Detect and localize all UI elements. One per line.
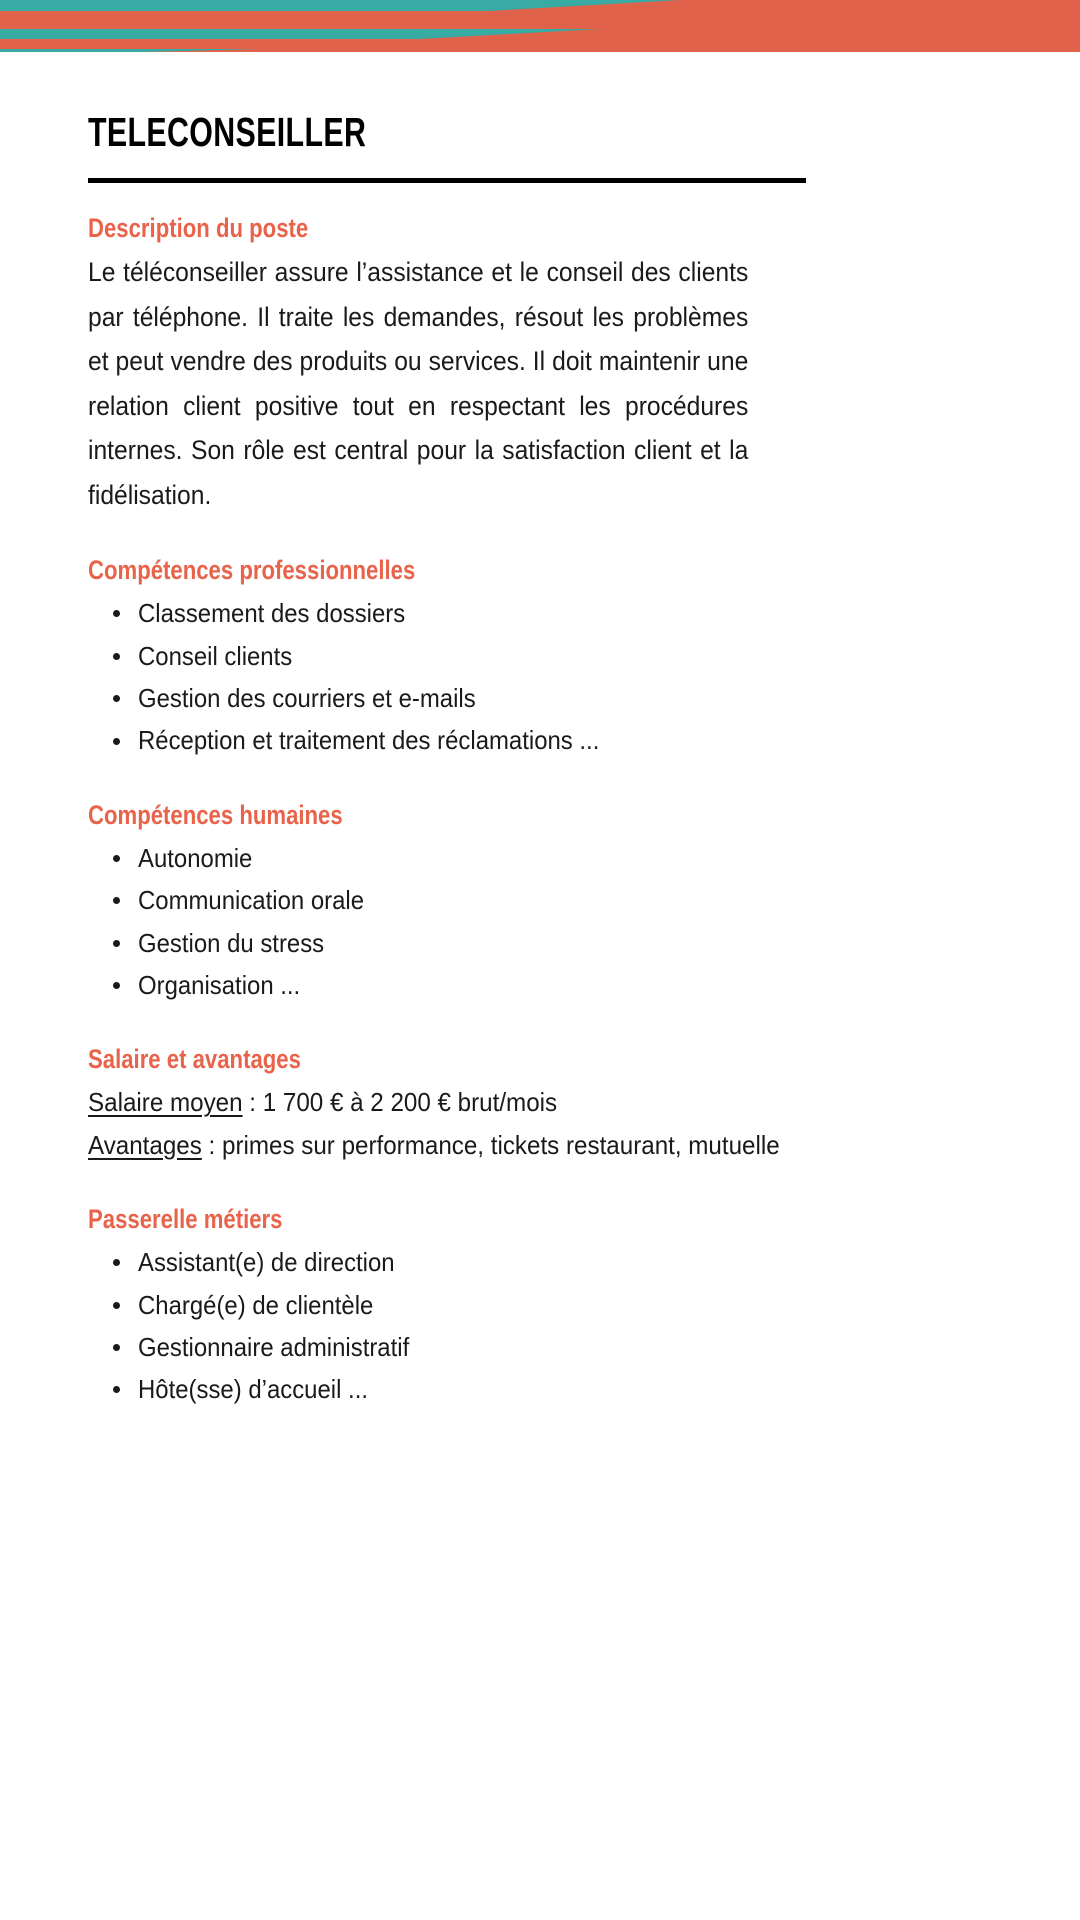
bullet-icon — [113, 1302, 120, 1309]
list-item-label: Chargé(e) de clientèle — [138, 1289, 374, 1320]
spacer — [88, 1166, 820, 1204]
list-item-label: Organisation ... — [138, 969, 301, 1000]
career-paths-list — [88, 1241, 820, 1411]
section-heading-salary: Salaire et avantages — [88, 1044, 301, 1075]
spacer — [88, 517, 820, 555]
salary-benefits-value: : primes sur performance, tickets restaurant, mutuelle — [201, 1129, 780, 1160]
bullet-icon — [113, 1344, 120, 1351]
spacer — [88, 762, 820, 800]
list-item — [88, 1368, 820, 1410]
title-underline-rule — [88, 178, 806, 183]
section-salary — [88, 1044, 820, 1166]
list-item — [88, 677, 820, 719]
section-heading-human-skills: Compétences humaines — [88, 799, 343, 830]
list-item — [88, 922, 820, 964]
salary-average-value: : 1 700 € à 2 200 € brut/mois — [242, 1087, 558, 1118]
list-item-label: Communication orale — [138, 885, 365, 916]
list-item-label: Conseil clients — [138, 640, 293, 671]
list-item-label: Assistant(e) de direction — [138, 1247, 395, 1278]
section-career-paths — [88, 1204, 820, 1411]
spacer — [88, 1006, 820, 1044]
teal-stripe-middle — [0, 29, 600, 39]
bullet-icon — [113, 1259, 120, 1266]
list-item — [88, 1284, 820, 1326]
description-paragraph: Le téléconseiller assure l’assistance et le conseil des clients par téléphone. Il traite les demandes, résout les problèmes et peut vendre des produits ou services. Il doit maintenir une relation client positive tout en respectant les procédures internes. Son rôle est central pour la satisfaction client et la fidélisation. — [88, 257, 749, 510]
page-title: TELECONSEILLER — [88, 109, 367, 155]
list-item-label: Gestion du stress — [138, 927, 325, 958]
list-item — [88, 592, 820, 634]
list-item — [88, 837, 820, 879]
section-heading-professional-skills: Compétences professionnelles — [88, 555, 416, 586]
salary-average-label: Salaire moyen — [88, 1087, 243, 1118]
section-professional-skills — [88, 555, 820, 762]
teal-stripe-bottom — [0, 49, 260, 52]
list-item-label: Réception et traitement des réclamations ... — [138, 725, 600, 756]
list-item — [88, 719, 820, 761]
salary-benefits-line — [88, 1124, 820, 1166]
salary-average-line — [88, 1081, 820, 1123]
teal-stripe-top — [0, 0, 680, 11]
list-item — [88, 1241, 820, 1283]
bullet-icon — [113, 738, 120, 745]
list-item-label: Gestionnaire administratif — [138, 1331, 410, 1362]
list-item — [88, 1326, 820, 1368]
bullet-icon — [113, 897, 120, 904]
list-item — [88, 879, 820, 921]
bullet-icon — [113, 695, 120, 702]
list-item-label: Classement des dossiers — [138, 598, 406, 629]
section-heading-description: Description du poste — [88, 213, 309, 244]
section-heading-career-paths: Passerelle métiers — [88, 1204, 283, 1235]
bullet-icon — [113, 982, 120, 989]
salary-benefits-label: Avantages — [88, 1129, 202, 1160]
document-content — [0, 213, 1080, 1411]
bullet-icon — [113, 610, 120, 617]
human-skills-list — [88, 837, 820, 1007]
bullet-icon — [113, 855, 120, 862]
list-item-label: Gestion des courriers et e-mails — [138, 683, 476, 714]
bullet-icon — [113, 1386, 120, 1393]
list-item — [88, 964, 820, 1006]
section-description — [88, 213, 820, 517]
bullet-icon — [113, 940, 120, 947]
bullet-icon — [113, 653, 120, 660]
document-page — [0, 110, 1080, 1411]
list-item-label: Hôte(sse) d’accueil ... — [138, 1374, 368, 1405]
title-block — [0, 110, 1080, 183]
section-human-skills — [88, 800, 820, 1007]
professional-skills-list — [88, 592, 820, 762]
list-item — [88, 635, 820, 677]
list-item-label: Autonomie — [138, 842, 253, 873]
header-decorative-band — [0, 0, 1080, 52]
